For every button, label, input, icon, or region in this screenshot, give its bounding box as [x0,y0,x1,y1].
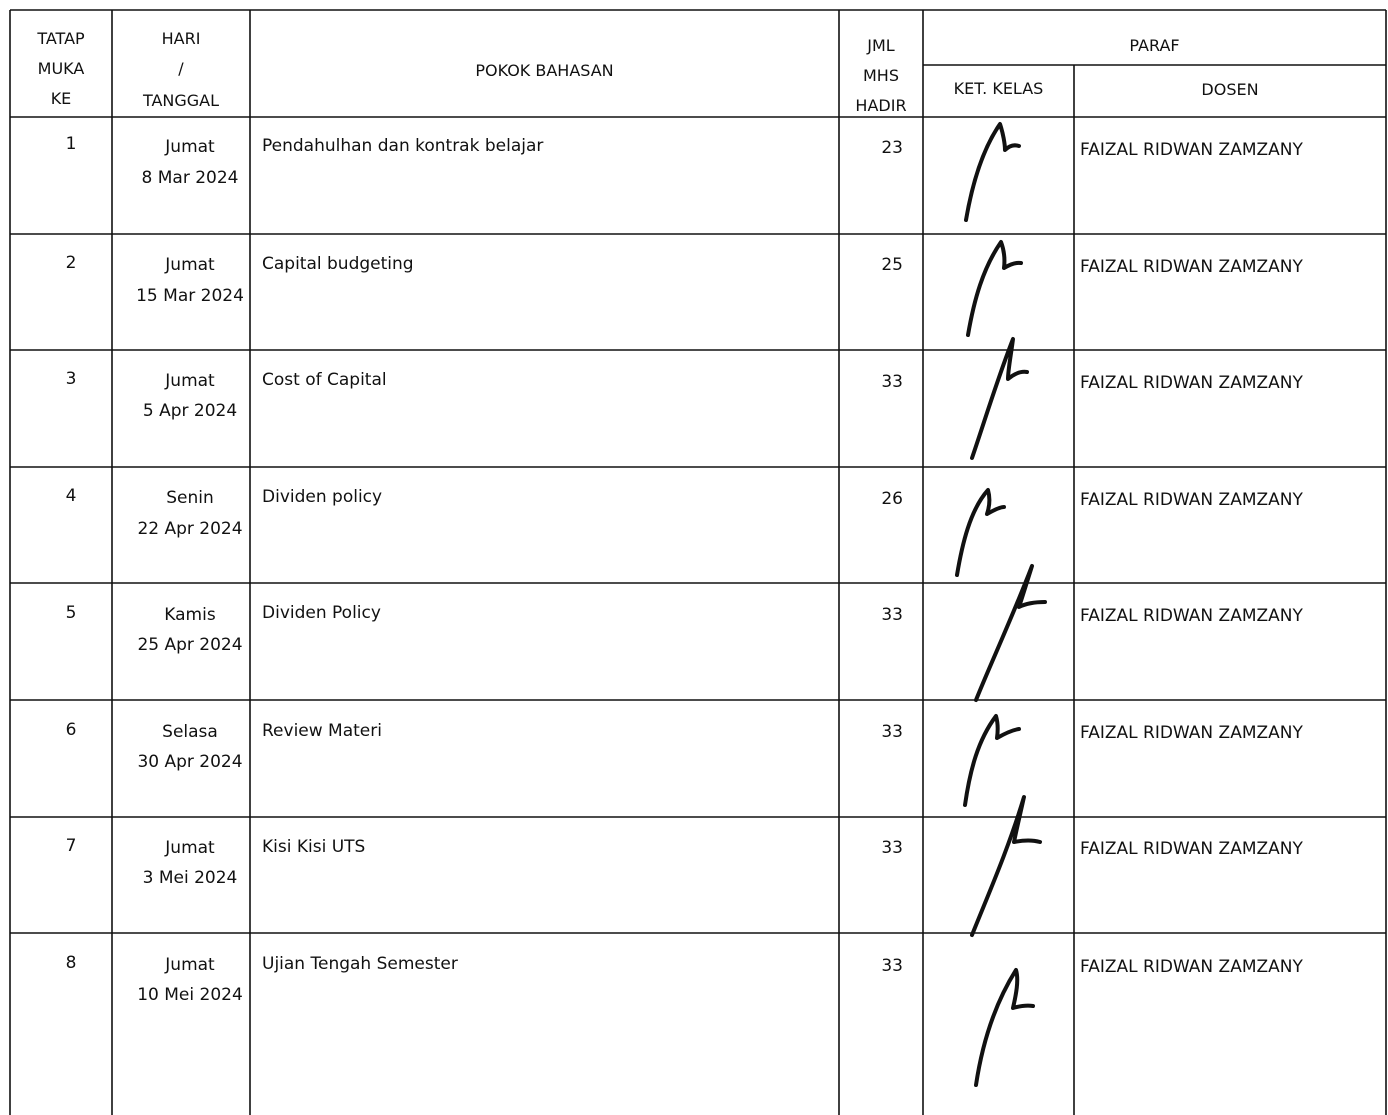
header-ket-kelas: KET. KELAS [953,79,1044,98]
row-lecturer: FAIZAL RIDWAN ZAMZANY [1080,839,1303,859]
row-count: 33 [881,605,903,625]
row-topic: Cost of Capital [262,370,387,390]
row-number: 8 [65,953,77,973]
signature-stroke [976,566,1045,700]
row-lecturer: FAIZAL RIDWAN ZAMZANY [1080,140,1303,160]
row-lecturer: FAIZAL RIDWAN ZAMZANY [1080,257,1303,277]
row-date: 15 Mar 2024 [136,286,244,306]
row-count: 25 [881,255,903,275]
row-lecturer: FAIZAL RIDWAN ZAMZANY [1080,373,1303,393]
row-topic: Pendahulhan dan kontrak belajar [262,136,544,156]
row-day: Jumat [165,955,215,975]
row-day: Kamis [164,605,216,625]
row-date: 22 Apr 2024 [137,519,243,539]
row-date: 8 Mar 2024 [141,168,239,188]
signature-stroke [957,490,1004,575]
header-hadir: HADIR [855,96,907,115]
row-date: 10 Mei 2024 [137,985,243,1005]
row-number: 3 [65,369,77,389]
row-topic: Dividen Policy [262,603,381,623]
row-date: 30 Apr 2024 [137,752,243,772]
signature-stroke [972,339,1027,458]
header-hari: HARI [161,29,201,48]
header-jml: JML [867,36,895,55]
row-day: Selasa [162,722,218,742]
row-lecturer: FAIZAL RIDWAN ZAMZANY [1080,723,1303,743]
header-pokok-bahasan: POKOK BAHASAN [475,61,614,80]
row-day: Jumat [165,255,215,275]
header-tanggal: TANGGAL [142,91,220,110]
row-count: 33 [881,722,903,742]
header-tatap: TATAP [37,29,85,48]
row-number: 4 [65,486,77,506]
signature-stroke [972,797,1040,935]
row-date: 25 Apr 2024 [137,635,243,655]
header-mhs: MHS [863,66,899,85]
row-number: 1 [65,134,77,154]
row-count: 26 [881,489,903,509]
row-day: Senin [166,488,214,508]
row-day: Jumat [165,137,215,157]
row-date: 3 Mei 2024 [142,868,238,888]
header-paraf: PARAF [1129,36,1180,55]
row-number: 6 [65,720,77,740]
row-topic: Dividen policy [262,487,383,507]
row-lecturer: FAIZAL RIDWAN ZAMZANY [1080,490,1303,510]
signature-stroke [965,716,1019,805]
header-slash: / [178,59,184,78]
header-muka: MUKA [37,59,85,78]
row-number: 5 [65,603,77,623]
row-count: 33 [881,956,903,976]
row-lecturer: FAIZAL RIDWAN ZAMZANY [1080,957,1303,977]
header-ke: KE [50,89,72,108]
row-topic: Kisi Kisi UTS [262,837,366,857]
signature-stroke [966,124,1019,220]
signature-stroke [976,970,1033,1085]
row-topic: Ujian Tengah Semester [262,954,458,974]
row-topic: Capital budgeting [262,254,414,274]
signature-stroke [968,242,1021,335]
row-number: 7 [65,836,77,856]
row-date: 5 Apr 2024 [142,401,238,421]
row-day: Jumat [165,838,215,858]
row-topic: Review Materi [262,721,382,741]
row-day: Jumat [165,371,215,391]
header-dosen: DOSEN [1201,80,1259,99]
row-count: 33 [881,372,903,392]
row-lecturer: FAIZAL RIDWAN ZAMZANY [1080,606,1303,626]
row-count: 23 [881,138,903,158]
row-number: 2 [65,253,77,273]
row-count: 33 [881,838,903,858]
